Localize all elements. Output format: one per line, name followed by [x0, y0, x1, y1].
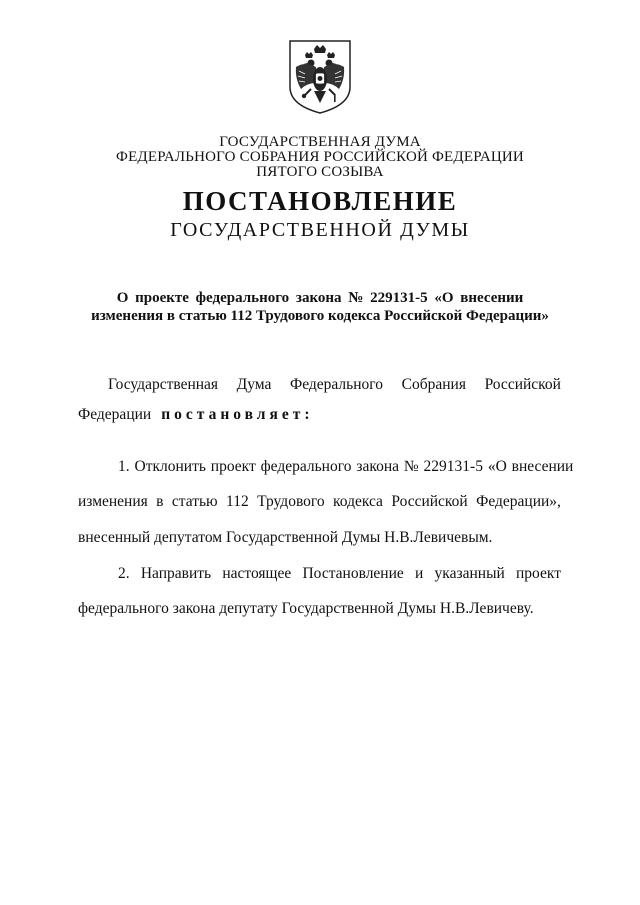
org-name-line-2: ФЕДЕРАЛЬНОГО СОБРАНИЯ РОССИЙСКОЙ ФЕДЕРАЦИИ — [116, 149, 524, 165]
org-name-line-1: ГОСУДАРСТВЕННАЯ ДУМА — [219, 134, 421, 150]
intro-word: Дума — [236, 376, 272, 393]
item-1-line-3: внесенный депутатом Государственной Думы Н.В.Левичевым. — [78, 529, 493, 546]
subject-line-2: изменения в статью 112 Трудового кодекса Российской Федерации» — [91, 308, 549, 324]
convocation-line: ПЯТОГО СОЗЫВА — [256, 164, 384, 180]
russian-coat-of-arms-icon — [287, 39, 353, 115]
item-1-word: кодекса — [333, 493, 383, 510]
item-2-word: настоящее — [222, 565, 292, 582]
item-1-word: 112 — [226, 493, 249, 510]
intro-word: Собрания — [401, 376, 466, 393]
item-1-word: Российской — [391, 493, 468, 510]
item-1-line-2 — [78, 492, 561, 512]
item-2-word: 2. — [118, 565, 130, 582]
item-1-word: изменения — [78, 493, 148, 510]
intro-line-1 — [108, 375, 561, 395]
item-1-word: статью — [171, 493, 218, 510]
intro-word: Государственная — [108, 376, 219, 393]
item-2-word: указанный — [434, 565, 505, 582]
item-2-word: проект — [516, 565, 561, 582]
intro-word: Федерального — [289, 376, 384, 393]
document-subtitle: ГОСУДАРСТВЕННОЙ ДУМЫ — [170, 219, 470, 241]
item-1-line-1: 1. Отклонить проект федерального закона № 229131-5 «О внесении — [118, 458, 574, 475]
item-2-word: и — [415, 565, 424, 582]
item-2-line-2: федерального закона депутату Государственной Думы Н.В.Левичеву. — [78, 600, 534, 617]
item-1-word: Федерации», — [476, 493, 561, 510]
item-2-word: Постановление — [302, 565, 404, 582]
intro-line-2 — [78, 405, 314, 425]
item-2-word: Направить — [140, 565, 212, 582]
item-2-line-1 — [118, 564, 561, 584]
item-1-word: в — [156, 493, 164, 510]
item-1-word: Трудового — [257, 493, 325, 510]
intro-word: Российской — [484, 376, 561, 393]
emblem-drawing — [287, 39, 353, 115]
document-title: ПОСТАНОВЛЕНИЕ — [182, 186, 458, 216]
subject-line-1: О проекте федерального закона № 229131-5 «О внесении — [116, 290, 524, 306]
decree-word: постановляет: — [161, 406, 314, 423]
intro-line-2-text: Федерации — [78, 406, 152, 423]
